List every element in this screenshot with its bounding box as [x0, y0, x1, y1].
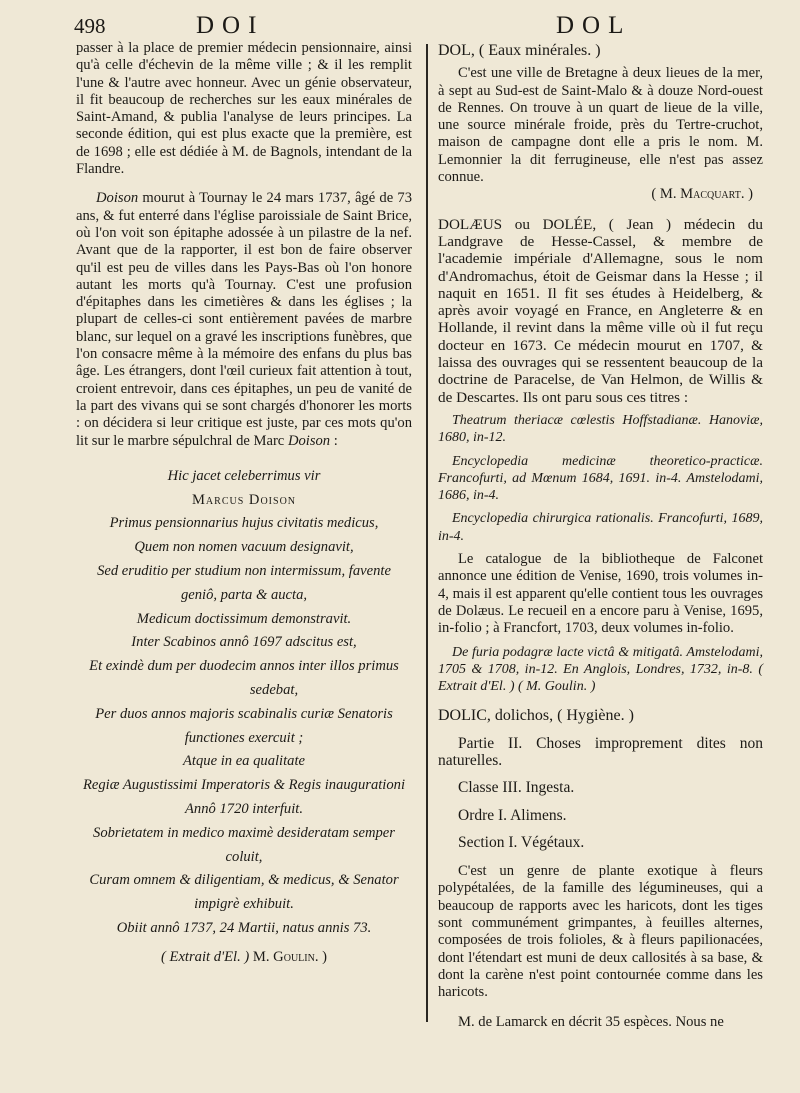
paragraph-doison-death	[76, 190, 412, 449]
epitaph-line: Regiæ Augustissimi Imperatoris & Regis inaugurationi	[82, 777, 406, 794]
epitaph-line: impigrè exhibuit.	[194, 896, 294, 913]
paragraph-catalogue: Le catalogue de la bibliotheque de Falconet annonce une édition de Venise, 1690, trois volumes in-4, mais il est apparent qu'elle contient tous les ouvrages de Dolæus. Le recueil en a encore paru à Venise, 1695, in-folio ; à Francfort, 1703, deux volumes in-folio.	[438, 551, 763, 637]
epitaph-line: sedebat,	[249, 682, 299, 698]
running-head-right: DOL	[556, 12, 632, 39]
paragraph-lamarck: M. de Lamarck en décrit 35 espèces. Nous ne	[458, 1013, 724, 1030]
epitaph-line: Sobrietatem in medico maximè desideratam semper	[93, 824, 395, 841]
epitaph-line: functiones exercuit ;	[184, 729, 304, 746]
epitaph-line: Per duos annos majoris scabinalis curiæ Senatoris	[95, 705, 393, 722]
epitaph-line: coluit,	[225, 848, 263, 865]
left-column	[76, 40, 412, 967]
entry-title-dolic: DOLIC, dolichos, ( Hygiène. )	[438, 707, 634, 725]
epitaph-line: Medicum doctissimum demonstravit.	[136, 610, 352, 627]
doison-name-end: Doison	[287, 432, 331, 449]
epitaph-line: Atque in ea qualitate	[183, 753, 305, 770]
classification-ordre: Ordre I. Alimens.	[458, 806, 567, 824]
epitaph-line: geniô, parta & aucta,	[180, 586, 308, 603]
classification-classe: Classe III. Ingesta.	[458, 779, 575, 797]
citation-encyclopedia-chirurgica	[438, 510, 763, 545]
paragraph-dol: C'est une ville de Bretagne à deux lieues de la mer, à sept au Sud-est de Saint-Malo & à douze Nord-ouest de Rennes. On trouve à un quart de lieue de la ville, une source minérale froide, près du Tertre-cruchot, maison de campagne dont elle a pris le nom. M. Lemonnier la dit ferrugineuse, elle n'est pas assez connue.	[438, 65, 763, 186]
page-number: 498	[74, 14, 106, 38]
epitaph-line: Annô 1720 interfuit.	[185, 800, 303, 817]
citation-encyclopedia-medicinae-text: Encyclopedia medicinæ theoretico-practicæ. Francofurti, ad Mœnum 1684, 1691. in-4. Amstelodami, 1686, in-4.	[438, 453, 763, 504]
signature-macquart: ( M. Macquart. )	[651, 186, 753, 203]
epitaph-line: Hic jacet celeberrimus vir	[167, 467, 321, 484]
epitaph-line: Quem non nomen vacuum designavit,	[134, 539, 354, 556]
epitaph-line: Marcus Doison	[191, 491, 297, 508]
paragraph-end: :	[330, 432, 338, 449]
paragraph-dolic-description: C'est un genre de plante exotique à fleurs polypétalées, de la famille des légumineuses, qui a beaucoup de rapports avec les haricots, dont les tiges sont communément grimpantes, à feuilles alternes, composées de trois folioles, & à fleurs papilionacées, dont l'étendart est muni de deux callosités à sa base, & dont la carène n'est point contournée comme dans les haricots.	[438, 863, 763, 1001]
citation-de-furia-text: De furia podagræ lacte victâ & mitigatâ. Amstelodami, 1705 & 1708, in-12. En Anglois, Londres, 1732, in-8. ( Extrait d'El. ) ( M. Goulin. )	[438, 644, 763, 695]
classification-partie: Partie II. Choses improprement dites non naturelles.	[438, 734, 763, 769]
epitaph-line: Et exindè dum per duodecim annos inter illos primus	[89, 658, 399, 675]
paragraph-doison-death-text: mourut à Tournay le 24 mars 1737, âgé de 73 ans, & fut enterré dans l'église paroissiale de Saint Brice, où l'on voit son épitaphe adossée à un pilastre de la nef. Avant que de la rapporter, il est bon de faire observer qu'il est peu de villes dans les Pays-Bas où l'on honore autant les morts qu'à Tournay. C'est une profusion d'épitaphes dans les cimetières & dans les églises ; la plupart de celles-ci sont entièrement pavées de marbre blanc, sur lequel on a gravé les inscriptions funèbres, que l'on consacre même à la mémoire des enfans du plus bas âge. Les étrangers, dont l'œil curieux fait attention à tout, croient entrevoir, dans ces épitaphes, un peu de vanité de la part des vivans qui se sont chargés d'honorer les morts : on décidera si leur critique est juste, par ces mots qu'on lit sur le marbre sépulchral de Marc	[76, 190, 412, 449]
paragraph-dolaeus: DOLÆUS ou DOLÉE, ( Jean ) médecin du Landgrave de Hesse-Cassel, & membre de l'academie impériale d'Allemagne, sous le nom d'Andromachus, étoit de Geismar dans la Hesse ; il naquit en 1651. Il fit ses études à Heidelberg, & après avoir voyagé en France, en Angleterre & en Hollande, il revint dans la même ville où il fut reçu docteur en 1673. Ce médecin mourut en 1707, & laissa des ouvrages qui se ressentent beaucoup de la doctrine de Paracelse, de Van Helmon, de Willis & de Descartes. Ils ont paru sous ces titres :	[438, 215, 763, 406]
credit-source: ( Extrait d'El. )	[161, 949, 250, 966]
epitaph-line: Primus pensionnarius hujus civitatis medicus,	[109, 515, 379, 532]
right-column	[438, 40, 763, 1031]
citation-theatrum	[438, 412, 763, 447]
credit-line	[76, 949, 412, 966]
epitaph-line: Inter Scabinos annô 1697 adscitus est,	[131, 634, 357, 651]
epitaph-line: Curam omnem & diligentiam, & medicus, & Senator	[89, 872, 399, 889]
running-head-left: DOI	[196, 12, 265, 39]
credit-author: M. Goulin. )	[252, 949, 327, 966]
epitaph-line: Obiit annô 1737, 24 Martii, natus annis 73.	[116, 919, 372, 936]
citation-encyclopedia-medicinae	[438, 453, 763, 505]
citation-de-furia	[438, 644, 763, 696]
paragraph-doison-career: passer à la place de premier médecin pensionnaire, ainsi qu'à celle d'échevin de la même ville ; & il les remplit l'une & l'autre avec honneur. Avec un génie observateur, il fit beaucoup de recherches sur les eaux minérales de Saint-Amand, & publia l'analyse de leurs principes. La seconde édition, qui est plus exacte que la première, est de 1698 ; elle est dédiée à M. de Bagnols, intendant de la Flandre.	[76, 40, 412, 178]
entry-title-dol: DOL, ( Eaux minérales. )	[438, 42, 601, 59]
classification-section: Section I. Végétaux.	[458, 833, 585, 851]
doison-name: Doison	[96, 190, 139, 207]
epitaph-line: Sed eruditio per studium non intermissum, favente	[97, 563, 391, 580]
column-divider	[426, 44, 428, 1022]
citation-encyclopedia-chirurgica-text: Encyclopedia chirurgica rationalis. Francofurti, 1689, in-4.	[438, 511, 763, 544]
page-header	[0, 8, 800, 44]
epitaph-inscription	[76, 468, 412, 937]
citation-theatrum-text: Theatrum theriacæ cœlestis Hoffstadianæ. Hanoviæ, 1680, in-12.	[438, 412, 763, 446]
